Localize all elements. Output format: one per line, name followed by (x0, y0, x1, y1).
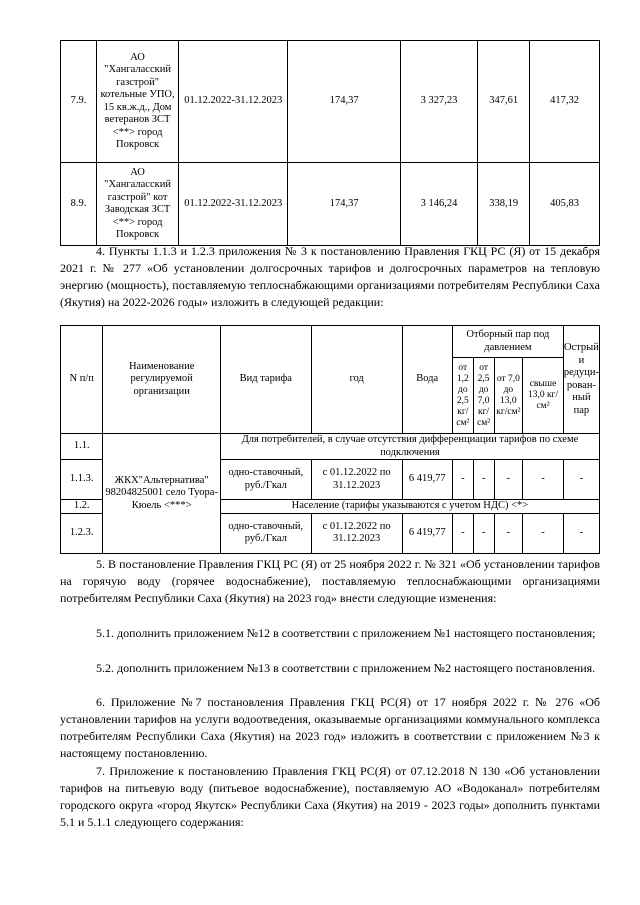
value-cell: 417,32 (530, 41, 600, 163)
empty-cell: - (494, 460, 523, 500)
org-name: АО "Хангаласский газстрой" котельные УПО, 15 кв.ж.д., Дом ветеранов ЗСТ <**> город Покровск (97, 41, 179, 163)
empty-cell: - (523, 513, 564, 553)
value-cell: 405,83 (530, 163, 600, 246)
header-steam-1: от 1,2 до 2,5 кг/см² (452, 358, 473, 434)
header-water: Вода (402, 326, 452, 434)
value-cell: 174,37 (288, 163, 401, 246)
org-name: АО "Хангаласский газстрой" кот Заводская ЗСТ <**> город Покровск (97, 163, 179, 246)
row-number: 7.9. (61, 41, 97, 163)
tariff-type: одно-ставочный, руб./Гкал (220, 513, 311, 553)
paragraph-4: 4. Пункты 1.1.3 и 1.2.3 приложения № 3 к постановлению Правления ГКЦ РС (Я) от 15 декабря 2021 г. № 277 «Об установлении долгосрочных тарифов и долгосрочных параметров на тепловую энергию (мощность), поставляемую теплоснабжающими организациями потребителям Республики Саха (Якутия) на 2022-2026 годы» изложить в следующей редакции: (60, 244, 600, 309)
row-number: 1.1.3. (61, 460, 103, 500)
tariff-type: одно-ставочный, руб./Гкал (220, 460, 311, 500)
table-row (61, 434, 600, 460)
section-title: Население (тарифы указываются с учетом НДС) <*> (220, 500, 599, 514)
water-value: 6 419,77 (402, 460, 452, 500)
tariff-table-alternativa (60, 325, 600, 554)
header-org: Наименование регулируемой организации (103, 326, 220, 434)
header-steam-3: от 7,0 до 13,0 кг/см² (494, 358, 523, 434)
empty-cell: - (563, 460, 599, 500)
empty-cell: - (523, 460, 564, 500)
period: с 01.12.2022 по 31.12.2023 (311, 460, 402, 500)
header-steam-2: от 2,5 до 7,0 кг/см² (473, 358, 494, 434)
header-num: N п/п (61, 326, 103, 434)
header-steam-4: свыше 13,0 кг/см² (523, 358, 564, 434)
value-cell: 174,37 (288, 41, 401, 163)
paragraph-5-1: 5.1. дополнить приложением №12 в соответствии с приложением №1 настоящего постановления; (96, 626, 596, 640)
paragraph-7: 7. Приложение к постановлению Правления ГКЦ РС(Я) от 07.12.2018 N 130 «Об установлении тарифов на питьевую воду (питьевое водоснабжение), поставляемую АО «Водоканал» потребителям городского округа «город Якутск» Республики Саха (Якутия) на 2019 - 2023 годы» дополнить пунктами 5.1 и 5.1.1 следующего содержания: (60, 764, 600, 829)
value-cell: 338,19 (478, 163, 530, 246)
header-steam: Отборный пар под давлением (452, 326, 563, 358)
header-sharp-steam: Острый и редуци-рован-ный пар (563, 326, 599, 434)
empty-cell: - (473, 460, 494, 500)
period: 01.12.2022-31.12.2023 (179, 163, 288, 246)
org-name: ЖКХ"Альтернатива" 98204825001 село Туора-Кюель <***> (103, 434, 220, 554)
row-number: 8.9. (61, 163, 97, 246)
table-row (61, 41, 600, 163)
paragraph-6: 6. Приложение №7 постановления Правления ГКЦ РС(Я) от 17 ноября 2022 г. № 276 «Об установлении тарифов на услуги водоотведения, оказываемые организациями коммунального комплекса потребителям Республики Саха (Якутия) на 2023 год» изложить в соответствии с приложением №3 к настоящему постановлению. (60, 695, 600, 760)
empty-cell: - (494, 513, 523, 553)
paragraph-5: 5. В постановление Правления ГКЦ РС (Я) от 25 ноября 2022 г. № 321 «Об установлении тарифов на горячую воду (горячее водоснабжение), поставляемую теплоснабжающими организациями потребителям Республики Саха (Якутия) на 2023 год» внести следующие изменения: (60, 557, 600, 605)
section-title: Для потребителей, в случае отсутствия дифференциации тарифов по схеме подключения (220, 434, 599, 460)
row-number: 1.1. (61, 434, 103, 460)
value-cell: 3 327,23 (400, 41, 477, 163)
empty-cell: - (563, 513, 599, 553)
period: с 01.12.2022 по 31.12.2023 (311, 513, 402, 553)
table-row (61, 163, 600, 246)
value-cell: 3 146,24 (400, 163, 477, 246)
empty-cell: - (452, 513, 473, 553)
empty-cell: - (473, 513, 494, 553)
period: 01.12.2022-31.12.2023 (179, 41, 288, 163)
empty-cell: - (452, 460, 473, 500)
paragraph-5-2: 5.2. дополнить приложением №13 в соответствии с приложением №2 настоящего постановления. (96, 661, 596, 675)
header-tariff: Вид тарифа (220, 326, 311, 434)
value-cell: 347,61 (478, 41, 530, 163)
header-year: год (311, 326, 402, 434)
water-value: 6 419,77 (402, 513, 452, 553)
tariff-table-top (60, 40, 600, 246)
row-number: 1.2. (61, 500, 103, 514)
row-number: 1.2.3. (61, 513, 103, 553)
